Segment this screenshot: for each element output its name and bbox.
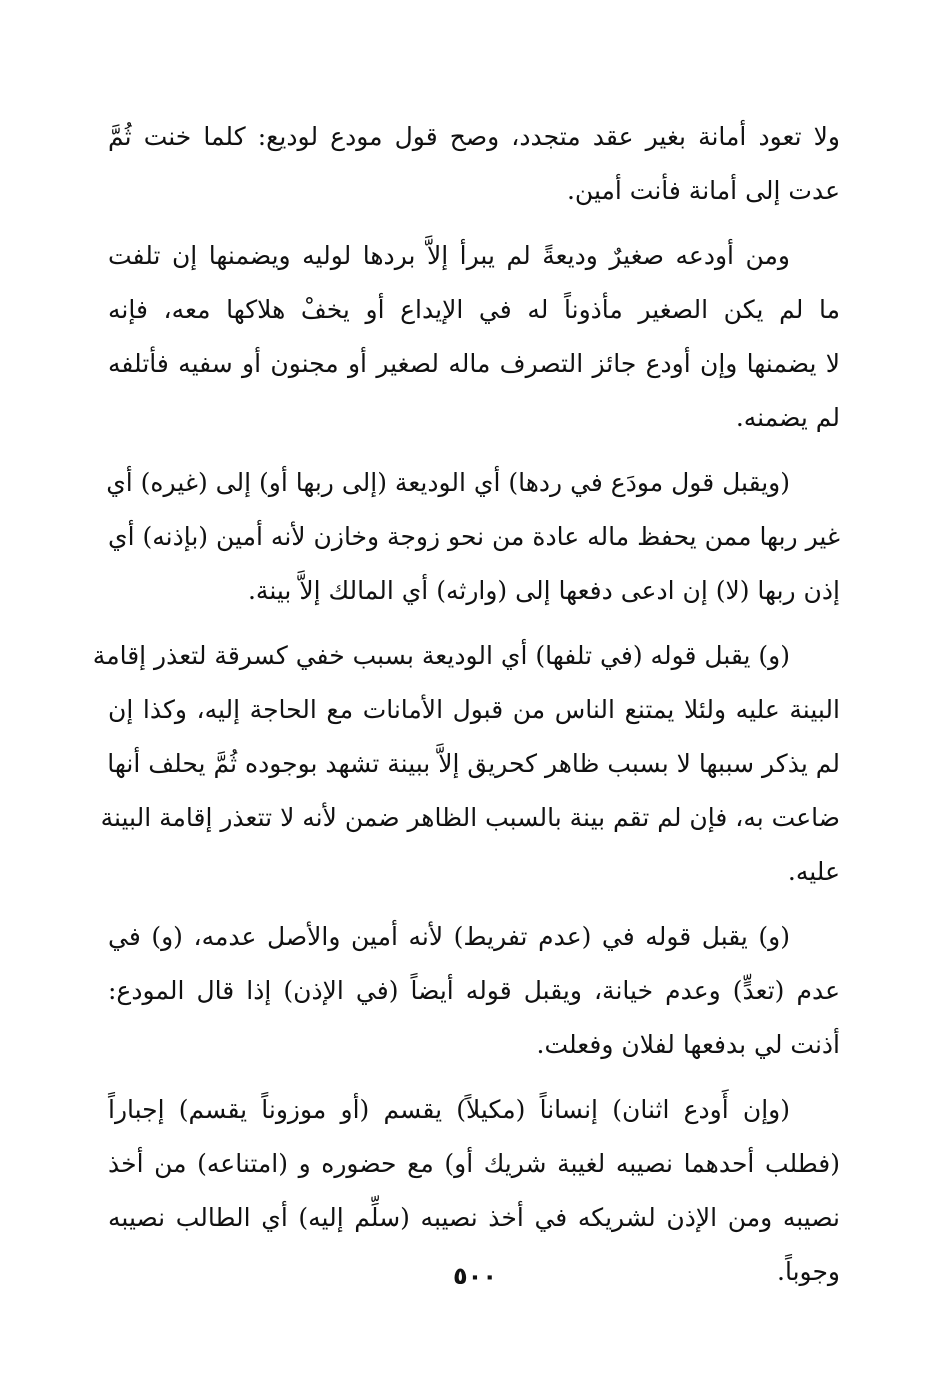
paragraph-return-claim [108,456,840,618]
text-line: وجوباً. [777,1257,840,1286]
text-line: (فطلب أحدهما نصيبه لغيبة شريك أو) مع حضوره و (امتناعه) من أخذ [108,1149,840,1178]
text-line: لا يضمنها وإن أودع جائز التصرف ماله لصغير أو مجنون أو سفيه فأتلفه [108,349,840,378]
text-line: (وإن أَودع اثنان) إنساناً (مكيلاً) يقسم (أو موزوناً يقسم) إجباراً [108,1095,790,1124]
text-line: غير ربها ممن يحفظ ماله عادة من نحو زوجة وخازن لأنه أمين (بإذنه) أي [108,522,840,551]
text-line: أذنت لي بدفعها لفلان وفعلت. [536,1030,840,1059]
text-line: ضاعت به، فإن لم تقم بينة بالسبب الظاهر ضمن لأنه لا تتعذر إقامة البينة [100,803,840,832]
page-body [92,110,840,1310]
text-line: عدم (تعدٍّ) وعدم خيانة، ويقبل قوله أيضاً (في الإذن) إذا قال المودع: [108,976,840,1005]
paragraph-deposit-renewal [108,110,840,218]
text-line: البينة عليه ولئلا يمتنع الناس من قبول الأمانات مع الحاجة إليه، وكذا إن [108,695,840,724]
text-line: ما لم يكن الصغير مأذوناً له في الإيداع أو يخفْ هلاكها معه، فإنه [108,295,840,324]
text-line: إذن ربها (لا) إن ادعى دفعها إلى (وارثه) أي المالك إلاَّ بينة. [247,576,840,605]
paragraph-minor-deposit [108,229,840,445]
text-line: ولا تعود أمانة بغير عقد متجدد، وصح قول مودع لوديع: كلما خنت ثُمَّ [108,122,840,151]
text-line: لم يضمنه. [735,403,840,432]
text-line: (و) يقبل قوله في (عدم تفريط) لأنه أمين والأصل عدمه، (و) في [108,922,790,951]
text-line: عليه. [787,857,840,886]
text-line: (و) يقبل قوله (في تلفها) أي الوديعة بسبب خفي كسرقة لتعذر إقامة [92,641,790,670]
text-line: نصيبه ومن الإذن لشريكه في أخذ نصيبه (سلِّم إليه) أي الطالب نصيبه [108,1203,840,1232]
paragraph-negligence-claim [108,910,840,1072]
paragraph-loss-claim [92,629,840,899]
text-line: (ويقبل قول مودَع في ردها) أي الوديعة (إلى ربها أو) إلى (غيره) أي [106,468,790,497]
page-number: ٥٠٠ [453,1262,497,1290]
text-line: ومن أودعه صغيرٌ وديعةً لم يبرأ إلاَّ بردها لوليه ويضمنها إن تلفت [108,241,790,270]
text-line: عدت إلى أمانة فأنت أمين. [566,176,840,205]
text-line: لم يذكر سببها لا بسبب ظاهر كحريق إلاَّ ببينة تشهد بوجوده ثُمَّ يحلف أنها [107,749,840,778]
